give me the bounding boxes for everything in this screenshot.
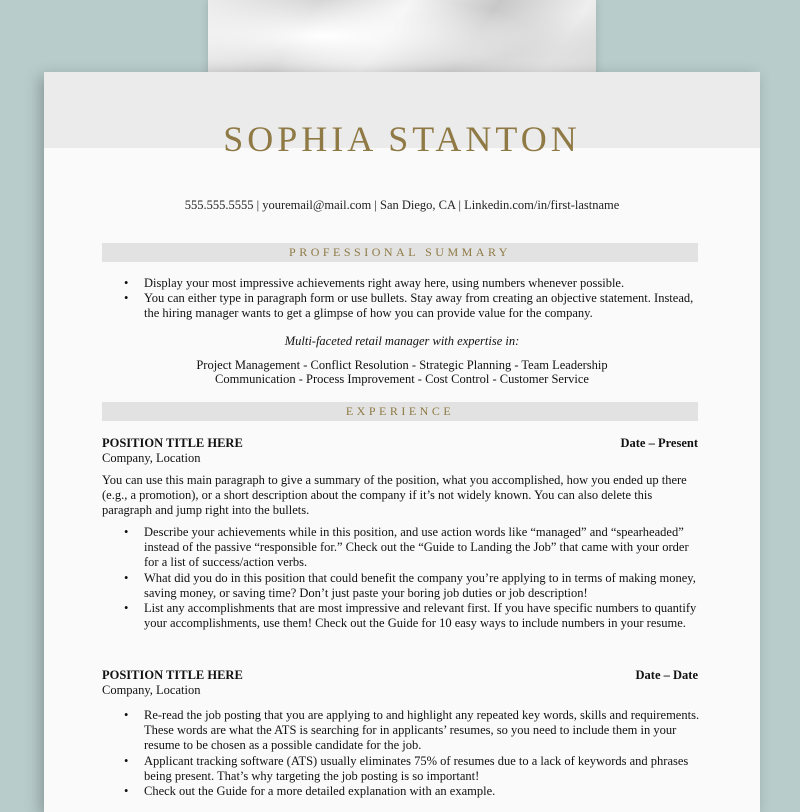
section-heading-experience: EXPERIENCE: [102, 402, 698, 421]
list-item: • Check out the Guide for a more detailed explanation with an example.: [124, 784, 496, 799]
skills-line-1: Project Management - Conflict Resolution - Strategic Planning - Team Leadership: [196, 358, 608, 372]
job-bullets: [102, 525, 702, 631]
job-dates: Date – Date: [635, 668, 698, 682]
job-title: POSITION TITLE HERE: [102, 436, 243, 450]
list-item: • What did you do in this position that could benefit the company you’re applying to in terms of making money, saving money, or saving time? Don’t just paste your boring job duties or job description!: [124, 570, 696, 600]
list-item: • Describe your achievements while in this position, and use action words like “managed” and “spearheaded” instead of the passive “responsible for.” Check out the “Guide to Landing the Job” that came with your order for a list of success/action verbs.: [124, 525, 689, 570]
resume-name: SOPHIA STANTON: [223, 119, 581, 159]
job-company: Company, Location: [102, 683, 201, 697]
list-item: • Display your most impressive achievements right away here, using numbers whenever possible.: [124, 276, 625, 290]
skills-line-2: Communication - Process Improvement - Cost Control - Customer Service: [215, 372, 589, 386]
list-item: • Applicant tracking software (ATS) usually eliminates 75% of resumes due to a lack of keywords and phrases being present. That’s why targeting the job posting is so important!: [124, 753, 689, 783]
section-heading-summary: PROFESSIONAL SUMMARY: [102, 243, 698, 262]
list-item: • You can either type in paragraph form or use bullets. Stay away from creating an objective statement. Instead, the hiring manager wants to get a glimpse of how you can provide value for the company.: [124, 291, 694, 321]
job-company: Company, Location: [102, 451, 201, 465]
job-dates: Date – Present: [620, 436, 698, 450]
job-paragraph: You can use this main paragraph to give a summary of the position, what you accomplished, how you ended up there (e.g., a promotion), or a short description about the company if it’s not widely known. You can also delete this paragraph and jump right into the bullets.: [102, 473, 687, 518]
summary-tagline: Multi-faceted retail manager with expertise in:: [284, 334, 520, 348]
summary-bullets: [102, 276, 702, 322]
contact-line: 555.555.5555 | youremail@mail.com | San Diego, CA | Linkedin.com/in/first-lastname: [184, 198, 620, 212]
job-title: POSITION TITLE HERE: [102, 668, 243, 682]
list-item: • Re-read the job posting that you are applying to and highlight any repeated key words, skills and requirements. These words are what the ATS is searching for in applicants’ resumes, so you need to include them in your resume to be chosen as a possible candidate for the job.: [124, 708, 700, 753]
job-bullets: [102, 708, 702, 799]
resume-page: [44, 72, 760, 812]
list-item: • List any accomplishments that are most impressive and relevant first. If you have specific numbers to quantify your accomplishments, use them! Check out the Guide for 10 easy ways to include numbers in your resume.: [124, 601, 697, 631]
